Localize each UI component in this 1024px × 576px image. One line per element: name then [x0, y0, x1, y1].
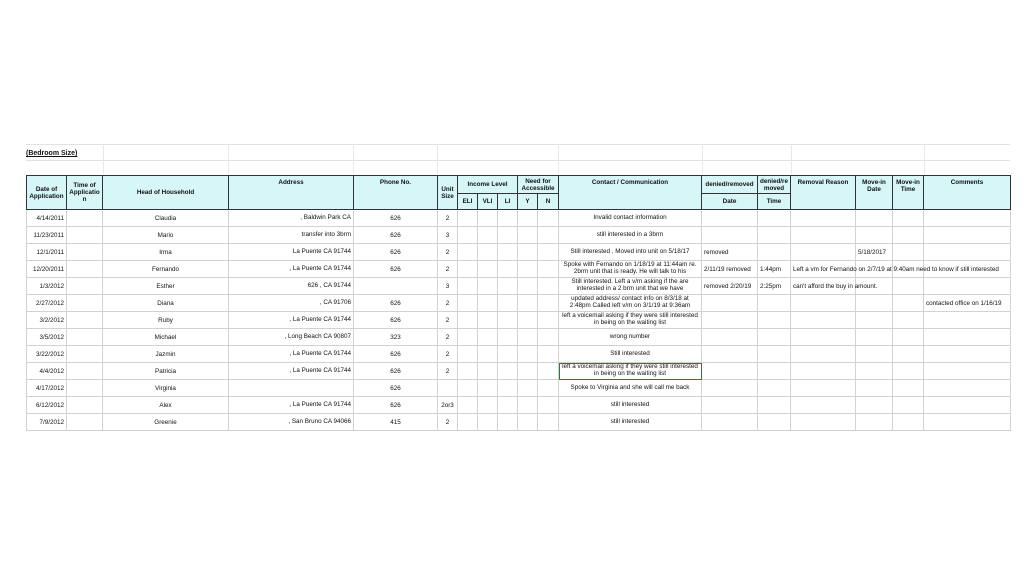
cell-li[interactable]: [498, 227, 518, 244]
cell-time[interactable]: [67, 397, 103, 414]
cell-unit[interactable]: 2: [438, 329, 458, 346]
cell-move-in-date[interactable]: [856, 363, 893, 380]
header-time: Time of Applicatio n: [67, 176, 103, 210]
cell-date[interactable]: 2/27/2012: [27, 295, 67, 312]
cell-comments[interactable]: [924, 210, 1011, 227]
cell-address[interactable]: , CA 91706: [229, 295, 354, 312]
cell-head[interactable]: Patricia: [103, 363, 229, 380]
cell-y[interactable]: [518, 244, 538, 261]
cell-move-in-time[interactable]: [893, 312, 924, 329]
cell-li[interactable]: [498, 397, 518, 414]
cell-head[interactable]: Jazmin: [103, 346, 229, 363]
cell-removal-reason[interactable]: [791, 312, 856, 329]
header-vli: VLI: [478, 194, 498, 210]
cell-contact[interactable]: Invalid contact information: [559, 210, 702, 227]
cell-time[interactable]: [67, 312, 103, 329]
cell-y[interactable]: [518, 414, 538, 431]
cell-date[interactable]: 7/9/2012: [27, 414, 67, 431]
header-li: LI: [498, 194, 518, 210]
cell-y[interactable]: [518, 363, 538, 380]
cell-denied-time[interactable]: 2:25pm: [758, 278, 791, 295]
cell-contact[interactable]: still interested: [559, 397, 702, 414]
cell-y[interactable]: [518, 295, 538, 312]
cell-move-in-time[interactable]: [893, 329, 924, 346]
cell-unit[interactable]: 2: [438, 210, 458, 227]
cell-move-in-time[interactable]: [893, 244, 924, 261]
cell-li[interactable]: [498, 261, 518, 278]
cell-contact[interactable]: left a voicemail asking if they were still interested in being on the waiting list: [559, 363, 702, 380]
cell-denied-time[interactable]: [758, 312, 791, 329]
cell-denied-date[interactable]: [702, 397, 758, 414]
cell-date[interactable]: 12/1/2011: [27, 244, 67, 261]
cell-phone[interactable]: 626: [354, 346, 438, 363]
cell-time[interactable]: [67, 346, 103, 363]
cell-phone[interactable]: 626: [354, 227, 438, 244]
header-head-of-household: Head of Household: [103, 176, 229, 210]
cell-time[interactable]: [67, 380, 103, 397]
cell-head[interactable]: Esther: [103, 278, 229, 295]
cell-date[interactable]: 3/2/2012: [27, 312, 67, 329]
table-row: [27, 278, 1011, 295]
cell-contact[interactable]: Spoke with Fernando on 1/18/19 at 11:44am re. 2brm unit that is ready. He will talk to his: [559, 261, 702, 278]
cell-li[interactable]: [498, 210, 518, 227]
cell-denied-date[interactable]: [702, 380, 758, 397]
cell-unit[interactable]: 3: [438, 278, 458, 295]
cell-y[interactable]: [518, 227, 538, 244]
cell-move-in-date[interactable]: [856, 295, 893, 312]
cell-date[interactable]: 4/14/2011: [27, 210, 67, 227]
cell-removal-reason[interactable]: [791, 295, 856, 312]
cell-eli[interactable]: [458, 295, 478, 312]
cell-address[interactable]: La Puente CA 91744: [229, 244, 354, 261]
header-income-level: Income Level: [458, 176, 518, 194]
cell-contact[interactable]: wrong number: [559, 329, 702, 346]
cell-denied-time[interactable]: [758, 329, 791, 346]
header-y: Y: [518, 194, 538, 210]
cell-address[interactable]: , La Puente CA 91744: [229, 346, 354, 363]
header-address: Address: [229, 176, 354, 210]
cell-denied-date[interactable]: [702, 346, 758, 363]
cell-denied-date[interactable]: [702, 329, 758, 346]
table-row: [27, 295, 1011, 312]
cell-phone[interactable]: 323: [354, 329, 438, 346]
cell-y[interactable]: [518, 397, 538, 414]
cell-head[interactable]: Michael: [103, 329, 229, 346]
cell-denied-time[interactable]: [758, 397, 791, 414]
cell-unit[interactable]: 2: [438, 312, 458, 329]
cell-removal-reason[interactable]: [791, 244, 856, 261]
cell-eli[interactable]: [458, 244, 478, 261]
cell-removal-reason[interactable]: [791, 210, 856, 227]
cell-denied-date[interactable]: [702, 210, 758, 227]
cell-vli[interactable]: [478, 346, 498, 363]
cell-removal-reason[interactable]: [791, 346, 856, 363]
cell-y[interactable]: [518, 261, 538, 278]
cell-denied-date[interactable]: [702, 312, 758, 329]
cell-move-in-time[interactable]: [893, 397, 924, 414]
cell-vli[interactable]: [478, 380, 498, 397]
cell-date[interactable]: 1/3/2012: [27, 278, 67, 295]
cell-address[interactable]: transfer into 3brm: [229, 227, 354, 244]
cell-address[interactable]: , Baldwin Park CA: [229, 210, 354, 227]
cell-denied-date[interactable]: removed 2/20/19: [702, 278, 758, 295]
table-row: [27, 363, 1011, 380]
cell-li[interactable]: [498, 363, 518, 380]
cell-move-in-date[interactable]: [856, 397, 893, 414]
cell-removal-reason[interactable]: [791, 227, 856, 244]
table-row: [27, 397, 1011, 414]
cell-contact[interactable]: updated address/ contact info on 8/3/18 at 2:48pm Called left v/m on 3/1/19 at 9:36am: [559, 295, 702, 312]
header-removal-reason: Removal Reason: [791, 176, 856, 210]
cell-n[interactable]: [538, 261, 559, 278]
cell-denied-date[interactable]: [702, 414, 758, 431]
header-need-accessible: Need for Accessible: [518, 176, 559, 194]
cell-eli[interactable]: [458, 227, 478, 244]
cell-comments[interactable]: contacted office on 1/16/19: [924, 295, 1011, 312]
cell-removal-reason[interactable]: [791, 414, 856, 431]
cell-address[interactable]: , La Puente CA 91744: [229, 363, 354, 380]
cell-vli[interactable]: [478, 244, 498, 261]
cell-address[interactable]: , La Puente CA 91744: [229, 312, 354, 329]
cell-time[interactable]: [67, 295, 103, 312]
cell-head[interactable]: Alex: [103, 397, 229, 414]
cell-contact[interactable]: still interested in a 3brm: [559, 227, 702, 244]
cell-address[interactable]: [229, 380, 354, 397]
cell-denied-date[interactable]: removed: [702, 244, 758, 261]
cell-phone[interactable]: 626: [354, 244, 438, 261]
cell-vli[interactable]: [478, 295, 498, 312]
cell-move-in-date[interactable]: [856, 329, 893, 346]
cell-head[interactable]: Ruby: [103, 312, 229, 329]
cell-unit[interactable]: 2: [438, 261, 458, 278]
cell-phone[interactable]: 626: [354, 380, 438, 397]
section-title: (Bedroom Size): [26, 150, 78, 157]
cell-y[interactable]: [518, 210, 538, 227]
cell-eli[interactable]: [458, 261, 478, 278]
cell-y[interactable]: [518, 278, 538, 295]
cell-li[interactable]: [498, 278, 518, 295]
cell-removal-reason[interactable]: [791, 363, 856, 380]
cell-head[interactable]: Diana: [103, 295, 229, 312]
cell-time[interactable]: [67, 363, 103, 380]
cell-denied-time[interactable]: [758, 227, 791, 244]
cell-unit[interactable]: [438, 380, 458, 397]
cell-contact[interactable]: Still interested: [559, 346, 702, 363]
cell-vli[interactable]: [478, 278, 498, 295]
cell-move-in-date[interactable]: [856, 227, 893, 244]
cell-date[interactable]: 11/23/2011: [27, 227, 67, 244]
cell-time[interactable]: [67, 329, 103, 346]
cell-n[interactable]: [538, 346, 559, 363]
table-row: [27, 329, 1011, 346]
cell-comments[interactable]: [924, 244, 1011, 261]
cell-comments[interactable]: [924, 227, 1011, 244]
cell-date[interactable]: 3/22/2012: [27, 346, 67, 363]
cell-contact[interactable]: Spoke to Virginia and she will call me back: [559, 380, 702, 397]
cell-removal-reason[interactable]: [791, 380, 856, 397]
cell-contact[interactable]: left a voicemail asking if they were still interested in being on the waiting list: [559, 312, 702, 329]
table-body: [27, 210, 1011, 431]
cell-move-in-date[interactable]: [856, 346, 893, 363]
cell-date[interactable]: 3/5/2012: [27, 329, 67, 346]
cell-n[interactable]: [538, 278, 559, 295]
table-row: [27, 244, 1011, 261]
cell-denied-time[interactable]: [758, 380, 791, 397]
cell-address[interactable]: , La Puente CA 91744: [229, 261, 354, 278]
cell-unit[interactable]: 2: [438, 363, 458, 380]
cell-move-in-date[interactable]: [856, 210, 893, 227]
cell-vli[interactable]: [478, 210, 498, 227]
cell-time[interactable]: [67, 210, 103, 227]
header-move-in-date: Move-in Date: [856, 176, 893, 210]
cell-vli[interactable]: [478, 261, 498, 278]
cell-eli[interactable]: [458, 329, 478, 346]
cell-address[interactable]: , Long Beach CA 90807: [229, 329, 354, 346]
cell-address[interactable]: , San Bruno CA 94066: [229, 414, 354, 431]
cell-li[interactable]: [498, 346, 518, 363]
cell-li[interactable]: [498, 329, 518, 346]
cell-move-in-time[interactable]: [893, 278, 924, 295]
cell-move-in-date[interactable]: [856, 380, 893, 397]
cell-phone[interactable]: [354, 278, 438, 295]
header-denied-re: denied/re moved: [758, 176, 791, 194]
cell-move-in-time[interactable]: [893, 363, 924, 380]
cell-denied-time[interactable]: 1:44pm: [758, 261, 791, 278]
cell-n[interactable]: [538, 397, 559, 414]
cell-n[interactable]: [538, 363, 559, 380]
cell-contact[interactable]: Still interested . Moved into unit on 5/18/17: [559, 244, 702, 261]
cell-vli[interactable]: [478, 227, 498, 244]
table-row: [27, 227, 1011, 244]
cell-comments[interactable]: [924, 346, 1011, 363]
cell-eli[interactable]: [458, 414, 478, 431]
cell-denied-time[interactable]: [758, 210, 791, 227]
cell-head[interactable]: Mario: [103, 227, 229, 244]
cell-vli[interactable]: [478, 363, 498, 380]
table-row: [27, 210, 1011, 227]
header-date: Date of Application: [27, 176, 67, 210]
cell-li[interactable]: [498, 295, 518, 312]
cell-move-in-time[interactable]: [893, 295, 924, 312]
cell-unit[interactable]: 2or3: [438, 397, 458, 414]
table-row: [27, 312, 1011, 329]
cell-denied-date[interactable]: [702, 295, 758, 312]
cell-vli[interactable]: [478, 312, 498, 329]
table-row: [27, 346, 1011, 363]
cell-y[interactable]: [518, 312, 538, 329]
cell-comments[interactable]: [924, 329, 1011, 346]
cell-n[interactable]: [538, 380, 559, 397]
cell-n[interactable]: [538, 244, 559, 261]
cell-vli[interactable]: [478, 329, 498, 346]
cell-move-in-time[interactable]: [893, 346, 924, 363]
table-row: [27, 414, 1011, 431]
cell-eli[interactable]: [458, 312, 478, 329]
cell-n[interactable]: [538, 227, 559, 244]
cell-contact[interactable]: still interested: [559, 414, 702, 431]
cell-move-in-time[interactable]: [893, 227, 924, 244]
cell-comments[interactable]: [924, 363, 1011, 380]
header-denied-date: Date: [702, 194, 758, 210]
cell-removal-reason[interactable]: Left a vm for Fernando on 2/7/19 at 9:40am need to know if still interested: [791, 261, 856, 278]
header-contact: Contact / Communication: [559, 176, 702, 210]
cell-denied-date[interactable]: [702, 227, 758, 244]
grid-lines: [26, 144, 1010, 174]
cell-move-in-date[interactable]: 5/18/2017: [856, 244, 893, 261]
cell-vli[interactable]: [478, 414, 498, 431]
header-unit-size: Unit Size: [438, 176, 458, 210]
cell-move-in-date[interactable]: [856, 312, 893, 329]
cell-li[interactable]: [498, 414, 518, 431]
cell-date[interactable]: 4/17/2012: [27, 380, 67, 397]
cell-move-in-time[interactable]: [893, 380, 924, 397]
cell-phone[interactable]: 415: [354, 414, 438, 431]
cell-date[interactable]: 12/20/2011: [27, 261, 67, 278]
cell-removal-reason[interactable]: [791, 397, 856, 414]
cell-date[interactable]: 4/4/2012: [27, 363, 67, 380]
waiting-list-table: [26, 175, 1011, 431]
cell-contact[interactable]: Still interested. Left a v/m asking if the are interested in a 2 brm unit that we have: [559, 278, 702, 295]
header-eli: ELI: [458, 194, 478, 210]
header-denied-time: Time: [758, 194, 791, 210]
cell-comments[interactable]: [924, 380, 1011, 397]
cell-y[interactable]: [518, 346, 538, 363]
cell-vli[interactable]: [478, 397, 498, 414]
cell-li[interactable]: [498, 312, 518, 329]
cell-move-in-time[interactable]: [893, 210, 924, 227]
cell-move-in-time[interactable]: [893, 414, 924, 431]
cell-unit[interactable]: 2: [438, 295, 458, 312]
cell-n[interactable]: [538, 210, 559, 227]
table-row: [27, 380, 1011, 397]
cell-phone[interactable]: 626: [354, 363, 438, 380]
cell-n[interactable]: [538, 414, 559, 431]
cell-comments[interactable]: [924, 414, 1011, 431]
cell-comments[interactable]: [924, 397, 1011, 414]
cell-unit[interactable]: 2: [438, 414, 458, 431]
cell-li[interactable]: [498, 380, 518, 397]
cell-head[interactable]: Virginia: [103, 380, 229, 397]
cell-denied-time[interactable]: [758, 295, 791, 312]
cell-eli[interactable]: [458, 363, 478, 380]
cell-date[interactable]: 6/12/2012: [27, 397, 67, 414]
cell-denied-date[interactable]: 2/11/19 removed: [702, 261, 758, 278]
cell-eli[interactable]: [458, 397, 478, 414]
cell-n[interactable]: [538, 312, 559, 329]
cell-time[interactable]: [67, 244, 103, 261]
cell-removal-reason[interactable]: can't afford the buy in amount.: [791, 278, 856, 295]
cell-n[interactable]: [538, 329, 559, 346]
cell-y[interactable]: [518, 380, 538, 397]
cell-unit[interactable]: 3: [438, 227, 458, 244]
cell-head[interactable]: Fernando: [103, 261, 229, 278]
cell-comments[interactable]: [924, 278, 1011, 295]
cell-unit[interactable]: 2: [438, 244, 458, 261]
cell-time[interactable]: [67, 414, 103, 431]
cell-denied-time[interactable]: [758, 363, 791, 380]
cell-eli[interactable]: [458, 210, 478, 227]
cell-address[interactable]: 626 , CA 91744: [229, 278, 354, 295]
header-move-in-time: Move-in Time: [893, 176, 924, 210]
cell-n[interactable]: [538, 295, 559, 312]
cell-comments[interactable]: [924, 312, 1011, 329]
cell-phone[interactable]: 626: [354, 210, 438, 227]
cell-denied-time[interactable]: [758, 346, 791, 363]
cell-address[interactable]: , La Puente CA 91744: [229, 397, 354, 414]
cell-phone[interactable]: 626: [354, 295, 438, 312]
cell-eli[interactable]: [458, 278, 478, 295]
cell-head[interactable]: Irma: [103, 244, 229, 261]
cell-denied-time[interactable]: [758, 244, 791, 261]
cell-time[interactable]: [67, 261, 103, 278]
cell-eli[interactable]: [458, 380, 478, 397]
cell-phone[interactable]: 626: [354, 261, 438, 278]
cell-removal-reason[interactable]: [791, 329, 856, 346]
cell-time[interactable]: [67, 278, 103, 295]
cell-denied-time[interactable]: [758, 414, 791, 431]
cell-phone[interactable]: 626: [354, 397, 438, 414]
cell-phone[interactable]: 626: [354, 312, 438, 329]
header-denied-removed: denied/removed: [702, 176, 758, 194]
cell-time[interactable]: [67, 227, 103, 244]
cell-y[interactable]: [518, 329, 538, 346]
cell-li[interactable]: [498, 244, 518, 261]
table-row: [27, 261, 1011, 278]
cell-denied-date[interactable]: [702, 363, 758, 380]
cell-unit[interactable]: 2: [438, 346, 458, 363]
cell-head[interactable]: Claudia: [103, 210, 229, 227]
cell-move-in-date[interactable]: [856, 414, 893, 431]
header-phone: Phone No.: [354, 176, 438, 210]
header-n: N: [538, 194, 559, 210]
cell-head[interactable]: Greenie: [103, 414, 229, 431]
cell-eli[interactable]: [458, 346, 478, 363]
header-comments: Comments: [924, 176, 1011, 210]
